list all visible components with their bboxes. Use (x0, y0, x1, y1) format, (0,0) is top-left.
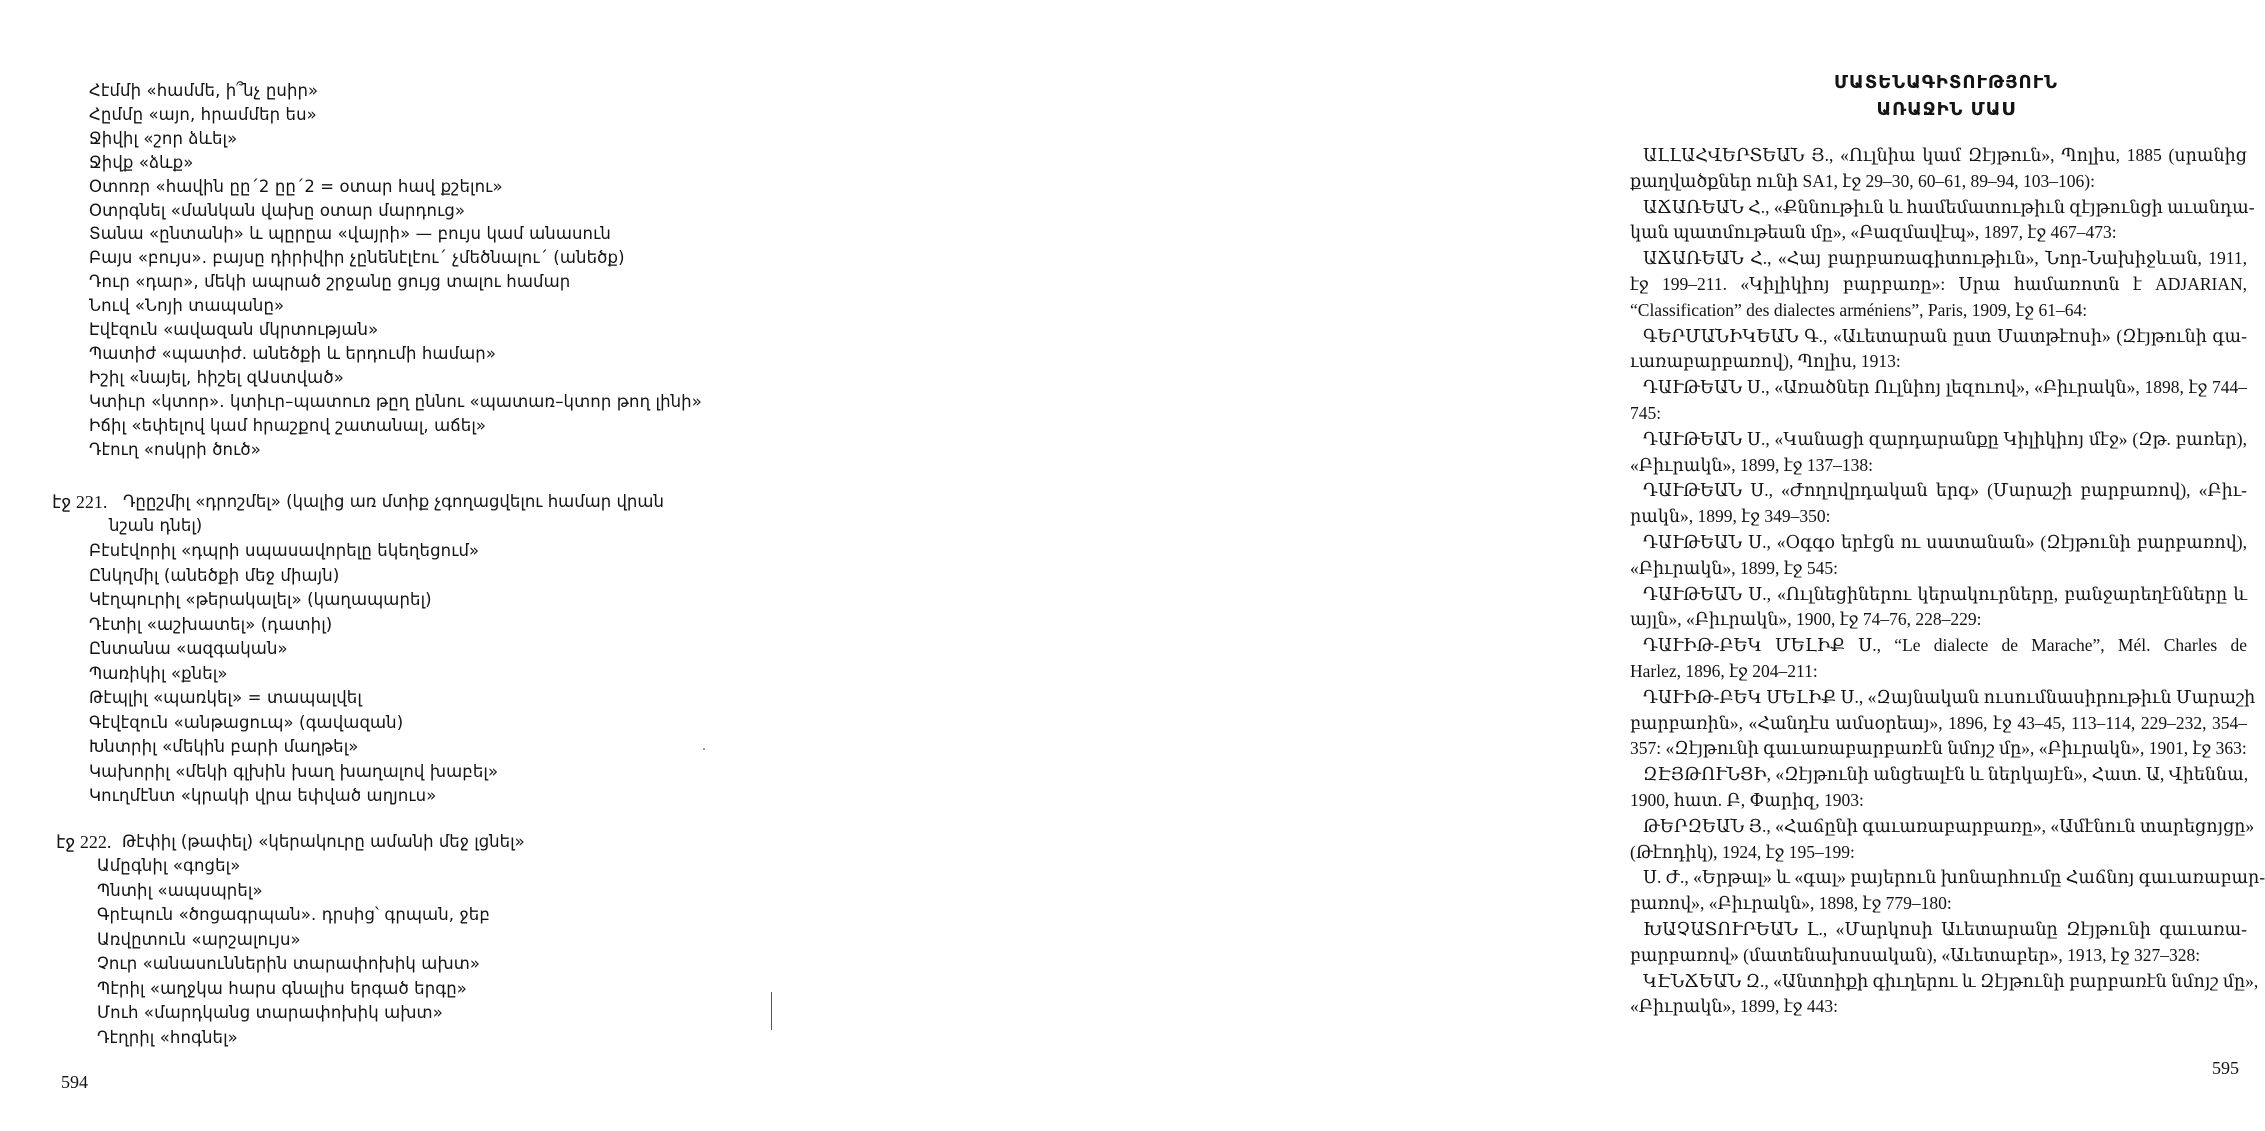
bibliography-line: բառով», «Բիւրակն», 1898, էջ 779–180: (1630, 893, 1952, 914)
glossary-line: Հըմմը «այո, հրամմեր ես» (89, 104, 317, 124)
glossary-line: Բէսէվորիլ «դպրի սպասավորելը եկեղեցում» (89, 541, 480, 560)
glossary-line: Գէվէզուն «անթացուպ» (գավազան) (89, 712, 404, 732)
glossary-line: Կէղպուրիլ «թերակալել» (կաղապարել) (89, 590, 432, 609)
glossary-line: Ջիվիլ «շոր ձևել» (89, 128, 238, 148)
glossary-line: Բայս «բույս». բայսը դիրիվիր չընենէլէու´ չմեծնալու´ (անեծք) (89, 248, 625, 268)
glossary-line: Գրէպուն «ծոցագրպան». դրսից՝ գրպան, ջեբ (97, 905, 490, 924)
right-page (800, 0, 2265, 1131)
bibliography-line: րակն», 1899, էջ 349–350: (1630, 506, 1831, 527)
bibliography-entry-start: ԿԷՆՃԵԱՆ Զ., «Անտոիքի գիւղերու և Զէյթունի բարբառէն նմոյշ մը», (1643, 970, 2259, 991)
bibliography-line: «Բիւրակն», 1899, էջ 443: (1630, 996, 1838, 1017)
bibliography-entry-start: ԴԱՒԹԵԱՆ Ս., «Առածներ Ուլնիոյ լեզուով», «Բիւրակն», 1898, էջ 744– (1643, 377, 2247, 398)
bibliography-entry-start: ԴԱՒԻԹ-ԲԵԿ ՄԵԼԻՔ Ս., “Le dialecte de Marache”, Mél. Charles de (1643, 635, 2247, 656)
section-label: էջ 222. (56, 832, 112, 852)
bibliography-title: ՄԱՏԵՆԱԳԻՏՈՒԹՅՈՒՆ (1834, 72, 2058, 93)
bibliography-line: այլն», «Բիւրակն», 1900, էջ 74–76, 228–229: (1630, 609, 1982, 630)
bibliography-line: բարբառով» (մատենախոսական), «Աւետաբեր», 1913, էջ 327–328: (1630, 944, 2201, 965)
glossary-line: Ջիվք «ձևք» (89, 152, 194, 172)
bibliography-line: «Բիւրակն», 1899, էջ 545: (1630, 557, 1838, 578)
glossary-line: Դէուղ «ոսկրի ծուծ» (89, 439, 261, 459)
bibliography-line: «Բիւրակն», 1899, էջ 137–138: (1630, 454, 1873, 475)
gutter-mark (771, 992, 772, 1030)
glossary-line: Ընկղմիլ (անեծքի մեջ միայն) (89, 565, 340, 585)
page-number: 595 (2212, 1058, 2239, 1078)
glossary-line: Օտոռր «հավին ըը´2 ըը´2 = օտար հավ քշելու» (89, 176, 503, 196)
glossary-line: Թէպլիլ «պառկել» = տապալվել (89, 688, 362, 707)
glossary-line: Տանա «ընտանի» և պըրըա «վայրի» — բույս կամ անասուն (89, 224, 611, 244)
glossary-line: Կտիւր «կտոր». կտիւր–պատուռ թըղ ըննու «պատառ–կտոր թող լինի» (89, 391, 702, 411)
glossary-line: Էվէզուն «ավազան մկրտության» (89, 320, 379, 339)
glossary-line: Մուհ «մարդկանց տարափոխիկ ախտ» (97, 1003, 443, 1022)
bibliography-entry-start: ԴԱՒԹԵԱՆ Ս., «Ուլնեցիներու կերակուրները, բանջարեղէնները և (1643, 583, 2247, 604)
bibliography-subtitle: ԱՌԱՋԻՆ ՄԱՍ (1876, 99, 2016, 120)
bibliography-line: “Classification” des dialectes arméniens”, Paris, 1909, էջ 61–64: (1630, 299, 2088, 320)
bibliography-entry-start: ԴԱՒԻԹ-ԲԵԿ ՄԵԼԻՔ Ս., «Զայնական ուսումնասիրութիւն Մարաշի (1643, 686, 2256, 707)
glossary-line: Պէրիլ «աղջկա հարս գնալիս երգած երգը» (97, 978, 467, 998)
glossary-line: Ընտանա «ազգական» (89, 639, 288, 658)
bibliography-entry-start: ԳԵՐՄԱՆԻԿԵԱՆ Գ., «Աւետարան ըստ Մատթէոսի» (Զէյթունի գա- (1643, 325, 2247, 346)
bibliography-entry-start: ԴԱՒԹԵԱՆ Ս., «Կանացի զարդարանքը Կիլիկիոյ մէջ» (Զթ. բառեր), (1643, 428, 2247, 449)
glossary-line: Պատիժ «պատիժ. անեծքի և երդումի համար» (89, 343, 497, 363)
bibliography-entry-start: ԹԵՐԶԵԱՆ Յ., «Հաճընի գաւառաբարբառը», «Ամէնուն տարեցոյցը» (1643, 815, 2255, 836)
glossary-line: Խնտրիլ «մեկին բարի մաղթել» (89, 737, 359, 756)
bibliography-entry-start: ԱԼԼԱՀՎԵՐՏԵԱՆ Յ., «Ուլնիա կամ Զէյթուն», Պոլիս, 1885 (սրանից (1643, 145, 2247, 165)
bibliography-line: բարբառին», «Հանդէս ամսօրեայ», 1896, էջ 43–45, 113–114, 229–232, 354– (1630, 712, 2247, 733)
glossary-line: Հէմմի «համմե, ի՞նչ ըսիր» (89, 81, 319, 100)
glossary-line: Առվըտուն «արշալույս» (97, 929, 301, 949)
bibliography-line: ւառաբարբառով), Պոլիս, 1913: (1630, 351, 1901, 372)
glossary-line: Նուվ «Նոյի տապանը» (89, 296, 285, 316)
section-first-line: Դըըշմիլ «դրոշմել» (կալից առ մտիք չգողացվելու համար վրան (123, 492, 664, 511)
print-fleck (703, 748, 705, 750)
section-continuation: նշան դնել) (109, 516, 203, 535)
bibliography-entry-start: ԱՃԱՌԵԱՆ Հ., «Հայ բարբառագիտութիւն», Նոր-Նախիջևան, 1911, (1643, 248, 2247, 269)
glossary-line: Կուղմէնտ «կրակի վրա եփված աղյուս» (89, 786, 437, 805)
glossary-line: Իշիլ «նայել, հիշել զԱստված» (89, 367, 344, 387)
glossary-line: Դուր «դար», մեկի ապրած շրջանը ցույց տալու համար (89, 272, 571, 292)
bibliography-entry-start: ԴԱՒԹԵԱՆ Ս., «Ժողովրդական երգ» (Մարաշի բարբառով), «Բիւ- (1643, 480, 2247, 501)
bibliography-entry-start: ԱՃԱՌԵԱՆ Հ., «Քննութիւն և համեմատութիւն զէյթունցի աւանդա- (1643, 196, 2255, 217)
bibliography-entry-start: ԽԱՉԱՏՈՒՐԵԱՆ Լ., «Մարկոսի Աւետարանը Զէյթունի գաւառա- (1643, 919, 2247, 939)
bibliography-line: կան պատմութեան մը», «Բազմավէպ», 1897, էջ 467–473: (1630, 222, 2117, 243)
bibliography-line: 357: «Զէյթունի գաւառաբարբառէն նմոյշ մը», «Բիւրակն», 1901, էջ 363: (1630, 738, 2247, 759)
bibliography-entry-start: ԶԷՅԹՈՒՆՑԻ, «Զէյթունի անցեալէն և ներկայէն», Հատ. Ա, Վիեննա, (1643, 764, 2249, 785)
bibliography-line: 745: (1630, 403, 1662, 423)
glossary-line: Պառիկիլ «քնել» (89, 663, 228, 683)
bibliography-line: Harlez, 1896, էջ 204–211: (1630, 661, 1818, 681)
glossary-line: Իճիլ «եփելով կամ հրաշքով շատանալ, աճել» (89, 415, 487, 435)
bibliography-entry-start: ԴԱՒԹԵԱՆ Ս., «Օգգօ երէցն ու սատանան» (Զէյթունի բարբառով), (1643, 532, 2247, 552)
bibliography-line: քաղվածքներ ունի SA1, էջ 29–30, 60–61, 89–94, 103–106): (1630, 170, 2095, 191)
glossary-line: Օտրգնել «մանկան վախը օտար մարդուց» (89, 200, 466, 220)
bibliography-line: էջ 199–211. «Կիլիկիոյ բարբառը»: Սրա համառոտն է ADJARIAN, (1630, 274, 2247, 294)
bibliography-line: (Թէոդիկ), 1924, էջ 195–199: (1630, 841, 1855, 862)
left-page (0, 0, 790, 1131)
bibliography-line: 1900, հատ. Բ, Փարիզ, 1903: (1630, 790, 1864, 810)
page-number: 594 (61, 1072, 88, 1092)
bibliography-entry-start: Ս. Ժ., «Երթալ» և «գալ» բայերուն խոնարհումը Հաճնոյ գաւառաբար- (1643, 867, 2265, 888)
glossary-line: Պնտիլ «ապսպրել» (97, 880, 263, 900)
glossary-line: Չուր «անասուններին տարափոխիկ ախտ» (97, 954, 481, 973)
glossary-line: Ամըգնիլ «գոցել» (97, 856, 241, 875)
section-label: էջ 221. (52, 492, 108, 512)
glossary-line: Դէղրիլ «հոգնել» (97, 1027, 238, 1047)
section-first-line: Թէփիլ (թափել) «կերակուրը ամանի մեջ լցնել» (122, 832, 525, 851)
glossary-line: Դէտիլ «աշխատել» (դատիլ) (89, 614, 333, 634)
glossary-line: Կախորիլ «մեկի գլխին խաղ խաղալով խաբել» (89, 761, 499, 781)
